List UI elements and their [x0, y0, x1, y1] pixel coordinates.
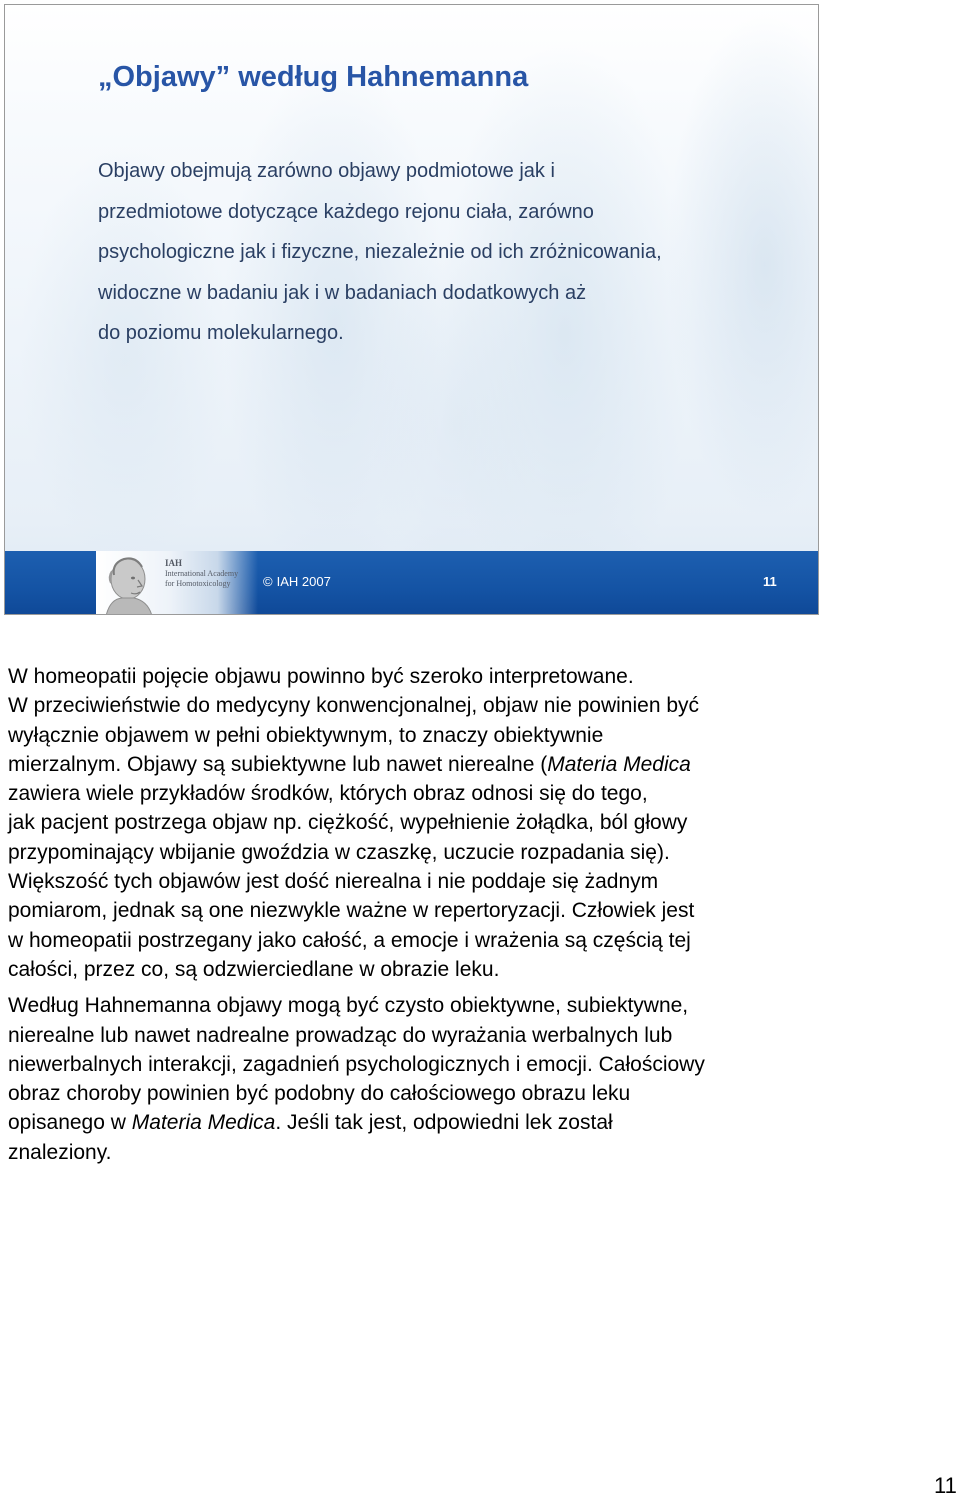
slide-body-line: Objawy obejmują zarówno objawy podmiotowe jak i: [98, 160, 555, 182]
notes-text: pomiarom, jednak są one niezwykle ważne w repertoryzacji. Człowiek jest: [8, 899, 695, 923]
slide-body-line: przedmiotowe dotyczące każdego rejonu ciała, zarówno: [98, 200, 594, 223]
notes-line: [8, 1050, 928, 1079]
slide-body-line: widoczne w badaniu jak i w badaniach dodatkowych aż: [98, 281, 587, 304]
notes-line: [8, 1108, 928, 1137]
copyright-icon: ©: [263, 574, 273, 589]
notes-text: opisanego w: [8, 1111, 132, 1135]
notes-text: Większość tych objawów jest dość nierealna i nie poddaje się żadnym: [8, 870, 659, 894]
slide-body: [98, 151, 798, 354]
slide-footer-bar: [5, 551, 819, 615]
copyright-notice: [263, 574, 331, 589]
notes-italic-text: Materia Medica: [131, 1111, 276, 1135]
notes-text: w homeopatii postrzegany jako całość, a emocje i wrażenia są częścią tej: [8, 928, 691, 952]
notes-line: [8, 662, 928, 691]
slide-title: „Objawy” według Hahnemanna: [98, 61, 529, 93]
hahnemann-portrait-icon: [100, 553, 154, 615]
notes-text: nierealne lub nawet nadrealne prowadząc do wyrażania werbalnych lub: [8, 1023, 673, 1047]
notes-text: obraz choroby powinien być podobny do całościowego obrazu leku: [8, 1082, 631, 1106]
logo-text: [165, 558, 238, 589]
logo-name-line: for Homotoxicology: [165, 579, 231, 588]
notes-text: znaleziony.: [8, 1140, 112, 1164]
notes-line: [8, 896, 928, 925]
notes-text: jak pacjent postrzega objaw np. ciężkość, wypełnienie żołądka, ból głowy: [8, 811, 688, 835]
copyright-text: IAH 2007: [276, 574, 331, 589]
notes-line: [8, 721, 928, 750]
slide-thumbnail: [4, 4, 819, 615]
logo-name-line: International Academy: [165, 569, 239, 578]
notes-text: Według Hahnemanna objawy mogą być czysto obiektywne, subiektywne,: [8, 994, 689, 1018]
notes-line: [8, 955, 928, 984]
notes-paragraph: [8, 991, 928, 1167]
notes-line: [8, 808, 928, 837]
notes-text: . Jeśli tak jest, odpowiedni lek został: [275, 1111, 613, 1135]
notes-text: zawiera wiele przykładów środków, których obraz odnosi się do tego,: [8, 782, 648, 806]
slide-body-line: do poziomu molekularnego.: [98, 322, 344, 344]
notes-line: [8, 1021, 928, 1050]
notes-text: W przeciwieństwie do medycyny konwencjonalnej, objaw nie powinien być: [8, 694, 700, 718]
notes-text: całości, przez co, są odzwierciedlane w obrazie leku.: [8, 957, 500, 981]
notes-line: [8, 1138, 928, 1167]
notes-line: [8, 779, 928, 808]
iah-logo: [96, 551, 258, 615]
notes-text: wyłącznie objawem w pełni obiektywnym, to znaczy obiektywnie: [8, 723, 604, 747]
notes-line: [8, 838, 928, 867]
notes-italic-text: Materia Medica: [547, 752, 691, 776]
slide-body-line: psychologiczne jak i fizyczne, niezależnie od ich zróżnicowania,: [98, 241, 662, 263]
notes-text: przypominający wbijanie gwoździa w czaszkę, uczucie rozpadania się).: [8, 840, 670, 864]
notes-text: mierzalnym. Objawy są subiektywne lub nawet nierealne (: [8, 752, 548, 776]
notes-text: niewerbalnych interakcji, zagadnień psychologicznych i emocji. Całościowy: [8, 1052, 705, 1076]
slide-number: 11: [763, 574, 777, 589]
notes-line: [8, 926, 928, 955]
page-number: 11: [934, 1473, 957, 1498]
notes-text: W homeopatii pojęcie objawu powinno być szeroko interpretowane.: [8, 665, 634, 688]
notes-line: [8, 1079, 928, 1108]
notes-line: [8, 991, 928, 1020]
speaker-notes: [8, 662, 928, 1167]
notes-line: [8, 750, 928, 779]
notes-line: [8, 691, 928, 720]
logo-abbreviation: IAH: [165, 558, 183, 568]
notes-line: [8, 867, 928, 896]
notes-paragraph: [8, 662, 928, 984]
